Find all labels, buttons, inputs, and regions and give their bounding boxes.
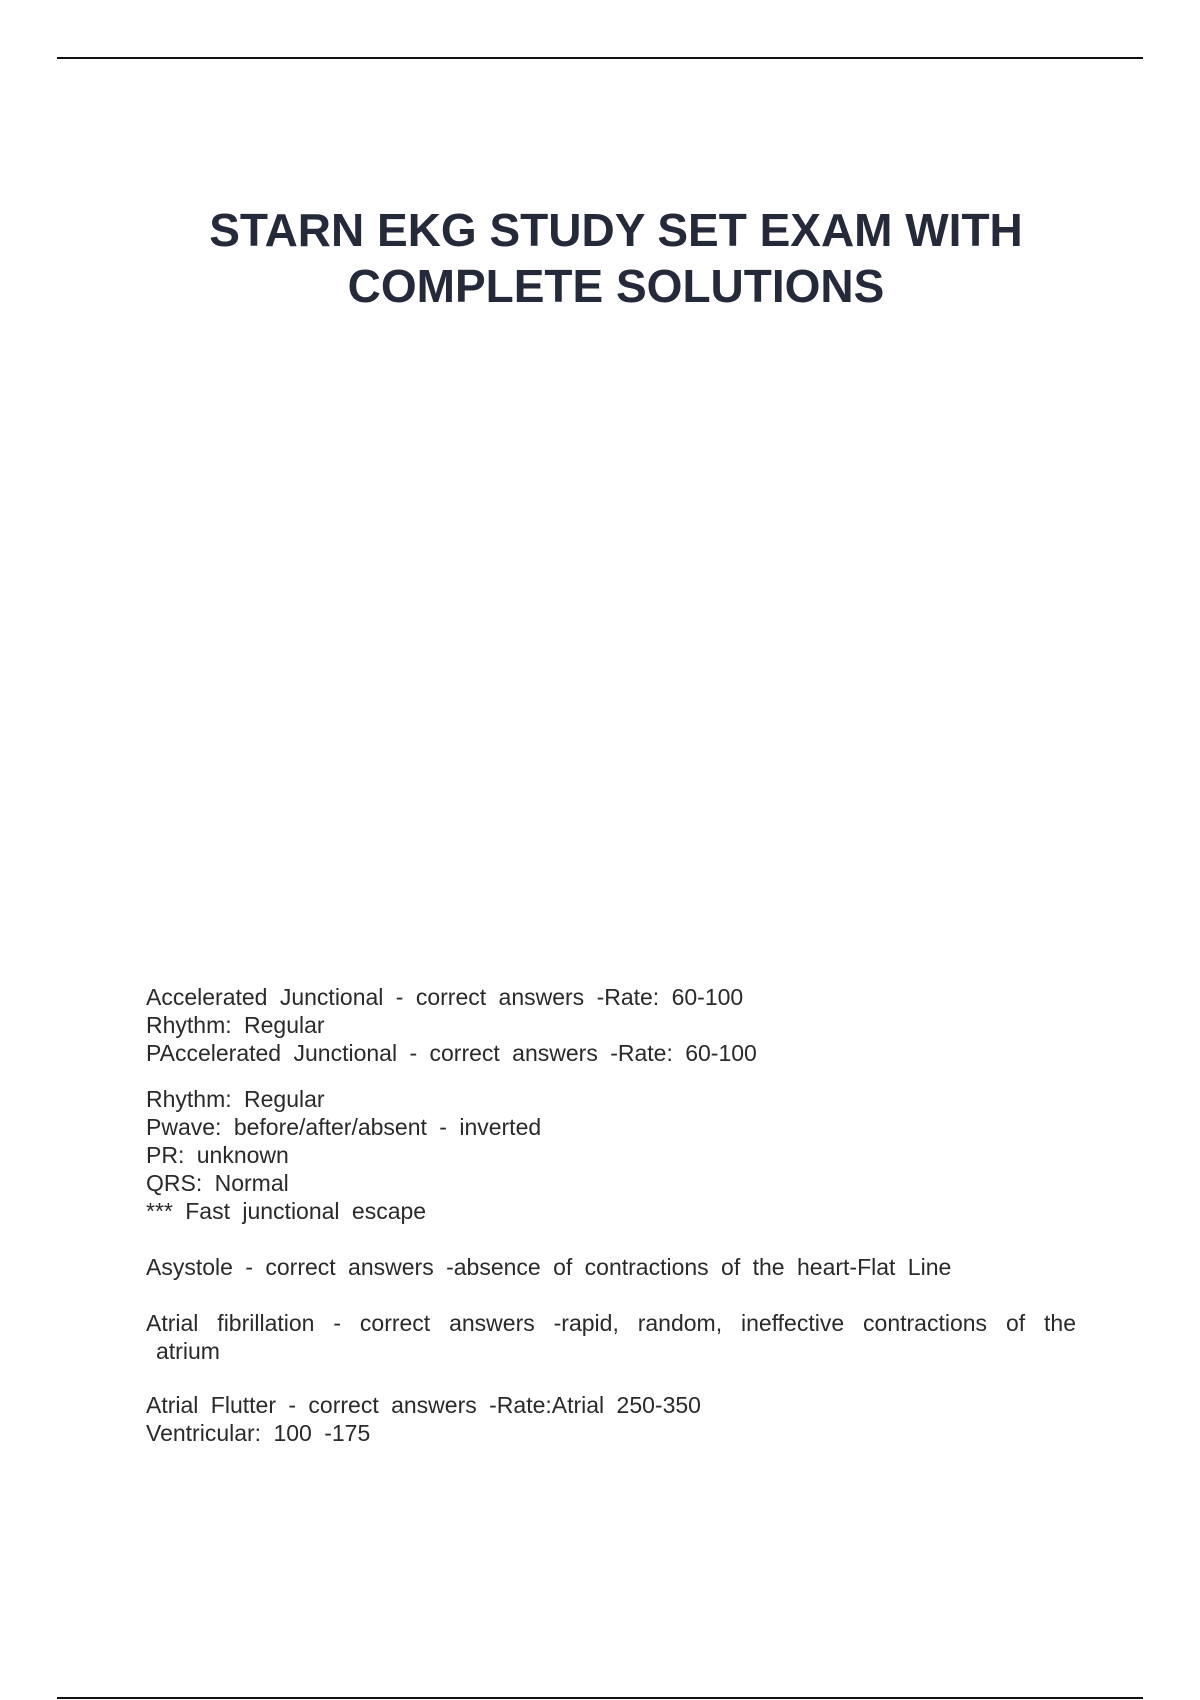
top-rule [57,57,1143,59]
entry-line: Rhythm: Regular [146,1086,325,1112]
spacer [146,1281,1076,1309]
title-line-2: COMPLETE SOLUTIONS [347,260,885,312]
document-body [146,983,1076,1447]
title-line-1: STARN EKG STUDY SET EXAM WITH [209,204,1023,256]
spacer [146,1067,1076,1085]
entry-atrial-fibrillation [146,1309,1076,1365]
entry-accelerated-junctional-1 [146,983,1076,1067]
entry-line: atrium [156,1338,220,1364]
entry-line: *** Fast junctional escape [146,1198,427,1224]
bottom-rule [57,1697,1143,1699]
document-title [0,202,1200,314]
entry-line: PAccelerated Junctional - correct answers -Rate: 60-100 [146,1040,757,1066]
spacer [146,1225,1076,1253]
entry-accelerated-junctional-2 [146,1085,1076,1225]
entry-line: Atrial Flutter - correct answers -Rate:Atrial 250-350 [146,1392,701,1418]
entry-line: Asystole - correct answers -absence of contractions of the heart-Flat Line [146,1254,952,1280]
entry-line: Rhythm: Regular [146,1012,325,1038]
entry-line: QRS: Normal [146,1170,289,1196]
entry-asystole [146,1253,1076,1281]
entry-line: Pwave: before/after/absent - inverted [146,1114,542,1140]
entry-line: Accelerated Junctional - correct answers -Rate: 60-100 [146,984,744,1010]
entry-line: Atrial fibrillation - correct answers -rapid, random, ineffective contractions of the [146,1310,1076,1336]
entry-line: PR: unknown [146,1142,289,1168]
spacer [146,1365,1076,1391]
entry-atrial-flutter [146,1391,1076,1447]
entry-line: Ventricular: 100 -175 [146,1420,371,1446]
